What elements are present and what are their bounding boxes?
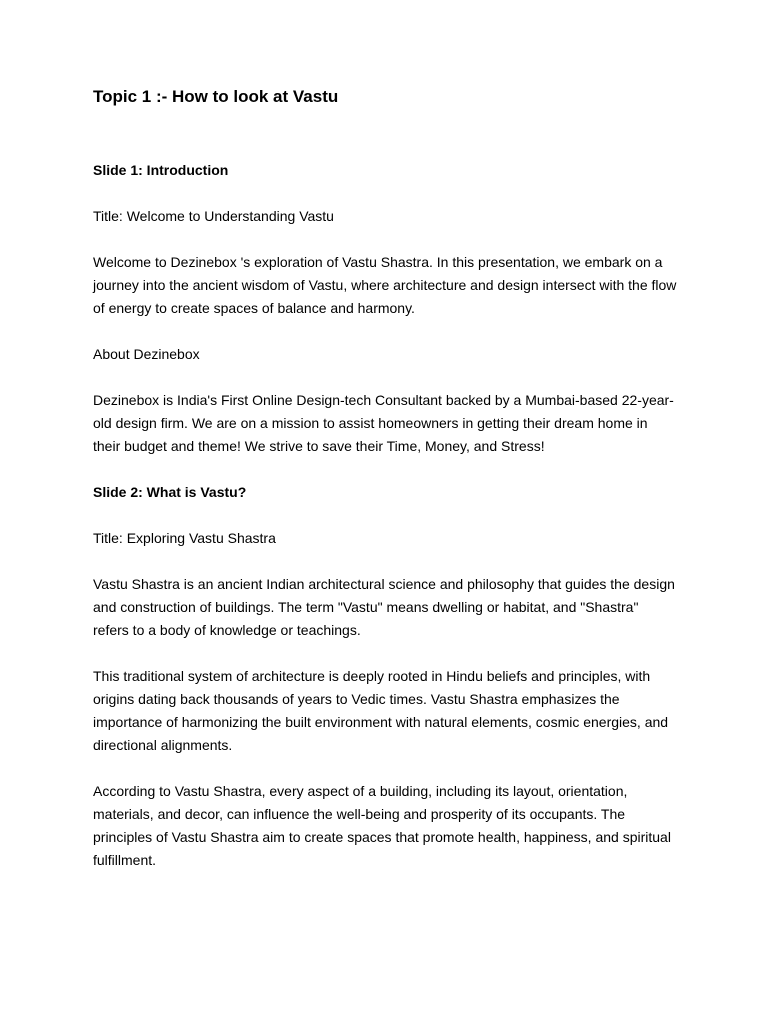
spacer xyxy=(93,182,678,205)
spacer xyxy=(93,642,678,665)
slide-2-heading: Slide 2: What is Vastu? xyxy=(93,484,247,500)
slide-2-paragraph-2: This traditional system of architecture is deeply rooted in Hindu beliefs and principles, with origins dating back thousands of years to Vedic times. Vastu Shastra emphasizes the importance of harmonizing the built environment with natural elements, cosmic energies, and directional alignments. xyxy=(93,668,669,753)
about-heading: About Dezinebox xyxy=(93,346,200,362)
spacer xyxy=(93,228,678,251)
slide-1-heading: Slide 1: Introduction xyxy=(93,162,229,178)
spacer xyxy=(93,757,678,780)
slide-1-intro-paragraph: Welcome to Dezinebox 's exploration of Vastu Shastra. In this presentation, we embark on a journey into the ancient wisdom of Vastu, where architecture and design intersect with the flow of energy to create spaces of balance and harmony. xyxy=(93,254,677,316)
about-paragraph: Dezinebox is India's First Online Design-tech Consultant backed by a Mumbai-based 22-year-old design firm. We are on a mission to assist homeowners in getting their dream home in their budget and theme! We strive to save their Time, Money, and Stress! xyxy=(93,392,674,454)
topic-title: Topic 1 :- How to look at Vastu xyxy=(93,87,339,106)
spacer xyxy=(93,458,678,481)
slide-2-title-line: Title: Exploring Vastu Shastra xyxy=(93,530,276,546)
spacer xyxy=(93,366,678,389)
spacer xyxy=(93,550,678,573)
slide-2-paragraph-3: According to Vastu Shastra, every aspect of a building, including its layout, orientation, materials, and decor, can influence the well-being and prosperity of its occupants. The principles of Vastu Shastra aim to create spaces that promote health, happiness, and spiritual fulfillment. xyxy=(93,783,671,868)
spacer xyxy=(93,504,678,527)
slide-1-title-line: Title: Welcome to Understanding Vastu xyxy=(93,208,334,224)
slide-2-paragraph-1: Vastu Shastra is an ancient Indian architectural science and philosophy that guides the design and construction of buildings. The term "Vastu" means dwelling or habitat, and "Shastra" refers to a body of knowledge or teachings. xyxy=(93,576,675,638)
spacer xyxy=(93,320,678,343)
spacer xyxy=(93,108,678,159)
